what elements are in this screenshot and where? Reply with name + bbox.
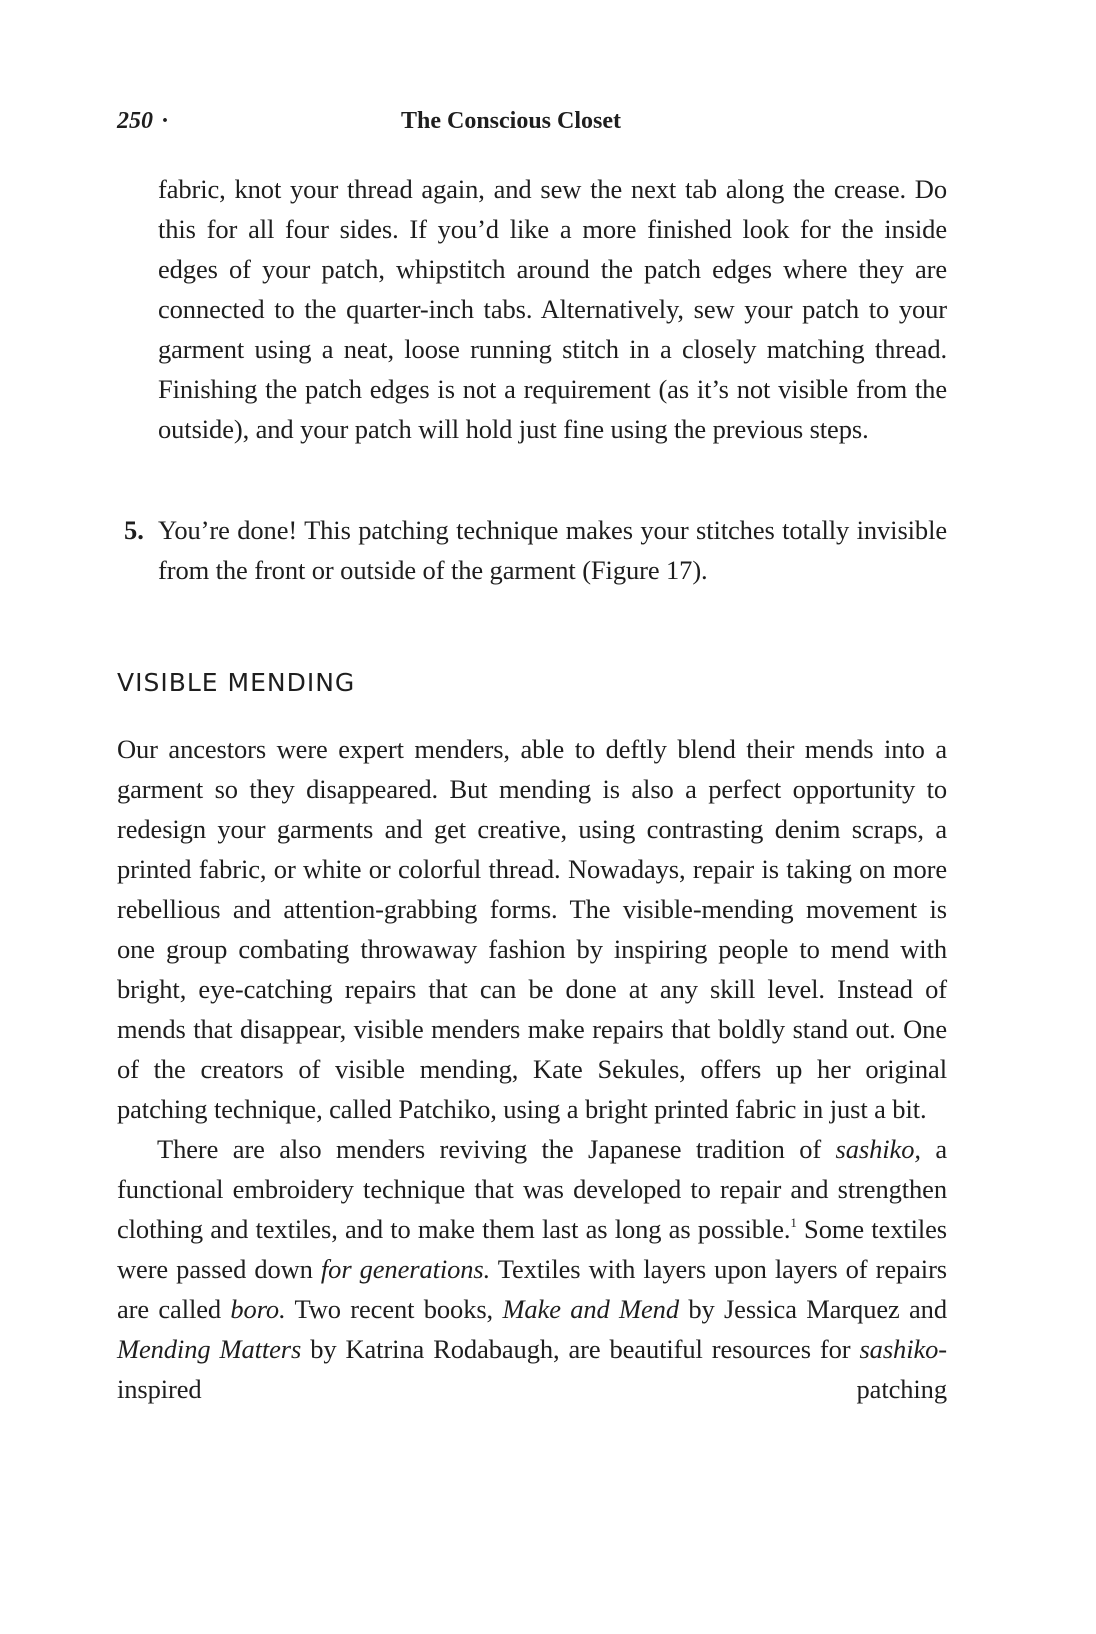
footnote-marker: 1 (790, 1215, 797, 1230)
term-sashiko: sashiko, (835, 1134, 921, 1164)
step-five (117, 510, 947, 590)
running-head (117, 108, 947, 142)
header-separator: · (161, 108, 170, 134)
step-number: 5. (124, 515, 144, 545)
paragraph-one: Our ancestors were expert menders, able to deftly blend their mends into a garment so they disappeared. But mending is also a perfect opportunity to redesign your garments and get creative, using contrasting denim scraps, a printed fabric, or white or colorful thread. Nowadays, repair is taking on more rebellious and attention-grabbing forms. The visible-mending movement is one group combating throwaway fashion by inspiring people to mend with bright, eye-catching repairs that can be done at any skill level. Instead of mends that disappear, visible menders make repairs that boldly stand out. One of the creators of visible mending, Kate Sekules, offers up her original patching technique, called Patchiko, using a bright printed fabric in just a bit. (117, 734, 947, 1124)
paragraph-two: There are also menders reviving the Japanese tradition of sashiko, a functional embroidery technique that was developed to repair and strengthen clothing and textiles, and to make them last as long as possible.$^1$ Some textiles were passed down for generations. Textiles with layers upon layers of repairs are called boro. Two recent books, Make and Mend by Jessica Marquez and Mending Matters by Katrina Rodabaugh, are beautiful resources for sashiko-inspired patching (117, 1134, 948, 1404)
book-title-mending-matters: Mending Matters (117, 1334, 302, 1364)
section-heading: VISIBLE MENDING (117, 668, 356, 697)
continued-step-text (158, 169, 947, 449)
step-text: You’re done! This patching technique makes your stitches totally invisible from the front or outside of the garment (Figure 17). (158, 515, 947, 585)
book-title-make-and-mend: Make and Mend (502, 1294, 679, 1324)
book-title: The Conscious Closet (400, 108, 622, 134)
emphasis-generations: for generations. (320, 1254, 491, 1284)
term-sashiko-2: sashiko (859, 1334, 939, 1364)
term-boro: boro. (230, 1294, 286, 1324)
section-body (117, 729, 947, 1409)
page-number: 250 · (117, 108, 170, 134)
continued-paragraph: fabric, knot your thread again, and sew the next tab along the crease. Do this for all four sides. If you’d like a more finished look for the inside edges of your patch, whipstitch around the patch edges where they are connected to the quarter-inch tabs. Alternatively, sew your patch to your garment using a neat, loose running stitch in a closely matching thread. Finishing the patch edges is not a requirement (as it’s not visible from the outside), and your patch will hold just fine using the previous steps. (158, 174, 947, 444)
